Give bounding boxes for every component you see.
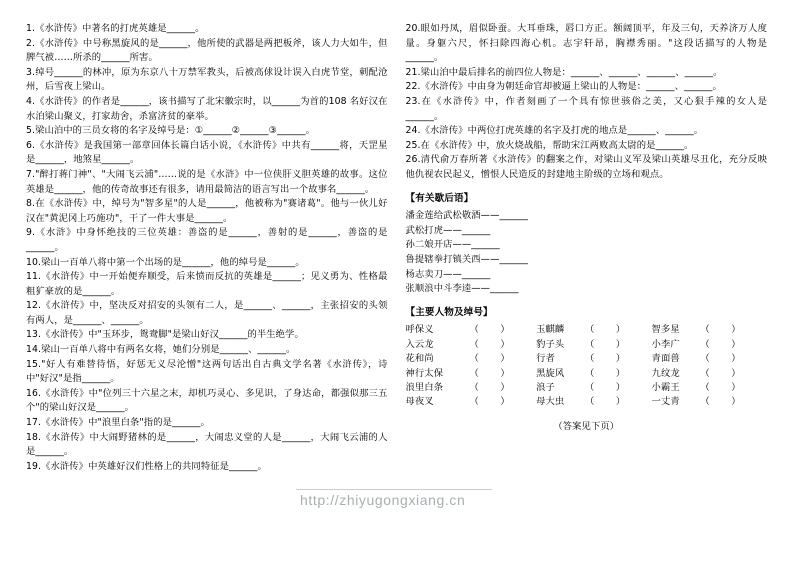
nickname: 母大虫: [536, 396, 565, 408]
answer-paren: （ ）: [700, 381, 742, 393]
question-item: 4.《水浒传》的作者是______，该书描写了北宋徽宗时，以______为首的108 名好汉在水泊梁山聚义，打家劫舍，杀富济贫的豪举。: [26, 95, 388, 122]
question-item: 6.《水浒传》是我国第一部章回体长篇白话小说，《水浒传》中共有______将，天罡星是______，地煞星______。: [26, 139, 388, 166]
question-item: 15."好人有难替待悟，好惩无义尽沦憎"这两句话出自古典文学名著《水浒传》，诗中"好汉"是指______。: [26, 358, 388, 385]
table-row: [406, 323, 768, 337]
question-item: 19.《水浒传》中英雄好汉们性格上的共同特征是______。: [26, 460, 267, 472]
answer-paren: （ ）: [469, 338, 511, 350]
xiehouyu-item: 孙二娘开店——______: [405, 239, 500, 251]
nickname: 黑旋风: [536, 367, 565, 379]
table-row: [406, 367, 768, 381]
question-item: 3.绰号______的林冲，原为东京八十万禁军教头，后被高俅设计误入白虎节堂，刺配沧州，后雪夜上梁山。: [26, 66, 388, 93]
answer-paren: （ ）: [469, 396, 511, 408]
question-item: 22.《水浒传》中由身为朝廷命官却被逼上梁山的人物是：______、______。: [405, 81, 722, 93]
table-row: [406, 352, 768, 366]
table-row: [406, 338, 768, 352]
question-item: 11.《水浒传》中一开始便弃顺受，后来愤而反抗的英雄是______；见义勇为、性格最粗犷豪放的是______。: [26, 271, 388, 297]
nickname: 神行太保: [405, 367, 444, 379]
question-item: 25.在《水浒传》中，放火烧战船，帮助宋江两败高太尉的是______。: [405, 139, 694, 151]
question-item: 17.《水浒传》中"浪里白条"指的是______。: [26, 417, 210, 429]
question-item: 16.《水浒传》中"位列三十六星之末，却机巧灵心、多见识，了身达命，都强似那三五个"的梁山好汉是______。: [26, 387, 388, 414]
question-item: 9.《水浒》中身怀绝技的三位英雄：善盗的是______，善射的是______，善盗的是______。: [26, 227, 388, 253]
character-nickname-table: [406, 323, 768, 409]
xiehouyu-item: 潘金莲给武松敬酒——______: [405, 210, 528, 222]
question-item: 7."醉打蒋门神"、"大闹飞云浦"……说的是《水浒》中一位侠肝义胆英雄的故事。这位英雄是______，他的传奇故事还有很多，请用最简洁的语言写出一个故事名______。: [26, 168, 388, 195]
watermark-text: http://zhiyugongxiang.cn: [300, 492, 466, 508]
nickname: 九纹龙: [651, 367, 680, 379]
question-item: 10.梁山一百单八将中第一个出场的是______，他的绰号是______。: [26, 256, 305, 268]
answer-note: （答案见下页）: [553, 420, 620, 432]
nickname: 一丈青: [651, 396, 680, 408]
nickname: 浪里白条: [405, 381, 444, 393]
nickname: 智多星: [651, 324, 680, 336]
xiehouyu-item: 杨志卖刀——______: [405, 268, 491, 280]
answer-paren: （ ）: [584, 353, 627, 365]
nickname: 浪子: [536, 381, 555, 393]
xiehouyu-item: 张顺浪中斗李逵——______: [405, 283, 519, 295]
answer-paren: （ ）: [700, 353, 742, 365]
section-title-xiehouyu: 【有关歇后语】: [405, 192, 474, 204]
table-row: [406, 395, 768, 409]
answer-paren: （ ）: [469, 324, 511, 336]
question-item: 18.《水浒传》中大闹野猪林的是______，大闹忠义堂的人是______，大闹飞云浦的人是______。: [26, 431, 388, 458]
right-column: [406, 22, 768, 444]
question-item: 5.梁山泊中的三员女将的名字及绰号是：①______②______③______。: [26, 125, 315, 137]
question-item: 13.《水浒传》中"玉环步，鸳鸯脚"是梁山好汉______的半生绝学。: [26, 329, 304, 341]
answer-paren: （ ）: [584, 324, 627, 336]
nickname: 入云龙: [405, 338, 434, 350]
question-item: 23.在《水浒传》中，作者刻画了一个具有惊世骇俗之美，又心狠手辣的女人是______。: [405, 95, 767, 122]
question-item: 1.《水浒传》中著名的打虎英雄是______。: [26, 23, 205, 34]
answer-paren: （ ）: [584, 367, 627, 379]
nickname: 玉麒麟: [536, 324, 565, 336]
nickname: 行者: [536, 353, 555, 365]
table-row: [406, 381, 768, 395]
answer-paren: （ ）: [469, 353, 511, 365]
question-item: 24.《水浒传》中两位打虎英雄的名字及打虎的地点是______、______。: [405, 125, 704, 137]
two-column-layout: [26, 22, 767, 474]
answer-paren: （ ）: [584, 381, 627, 393]
question-item: 8.在《水浒传》中，绰号为"智多星"的人是______，他被称为"赛诸葛"。他与一伙儿好汉在"黄泥冈上巧施功"，干了一件大事是______。: [26, 198, 388, 224]
nickname: 豹子头: [536, 338, 565, 350]
answer-paren: （ ）: [700, 396, 742, 408]
question-item: 26.清代俞万春所著《水浒传》的翻案之作，对梁山义军及梁山英雄尽丑化，充分反映他仇视农民起义，憎恨人民造反的封建地主阶级的立场和观点。: [405, 154, 767, 180]
answer-paren: （ ）: [700, 324, 742, 336]
answer-paren: （ ）: [700, 367, 742, 379]
nickname: 花和尚: [405, 353, 434, 365]
section-title-characters: 【主要人物及绰号】: [405, 306, 493, 318]
nickname: 呼保义: [405, 324, 434, 336]
answer-paren: （ ）: [469, 381, 511, 393]
nickname: 母夜叉: [405, 396, 434, 408]
answer-paren: （ ）: [469, 367, 511, 379]
nickname: 小霸王: [651, 381, 680, 393]
answer-paren: （ ）: [700, 338, 742, 350]
question-item: 14.梁山一百单八将中有两名女将，她们分别是______、______。: [26, 344, 296, 356]
answer-paren: （ ）: [584, 396, 627, 408]
question-item: 21.梁山泊中最后排名的前四位人物是：______、______、______、______。: [405, 66, 723, 78]
question-item: 12.《水浒传》中，坚决反对招安的头领有二人，是______、______，主张招安的头领有两人，是______、______。: [26, 300, 388, 326]
left-column: [26, 22, 388, 474]
nickname: 小李广: [651, 338, 680, 350]
question-item: 20.眼如丹凤，眉似卧蚕。大耳垂珠，唇口方正。额阔顶平，年及三旬，天养济万人度量。身躯六尺，怀扫除四海心机。志宇轩昂，胸襟秀丽。"这段话描写的人物是______。: [405, 23, 767, 64]
question-item: 2.《水浒传》中号称黑旋风的是______，他所使的武器是两把板斧，该人力大如牛，但脾气被……所杀的______所害。: [26, 37, 388, 64]
watermark-underline: [296, 489, 492, 490]
xiehouyu-item: 武松打虎——______: [405, 224, 491, 236]
xiehouyu-item: 鲁提辖拳打镇关西——______: [405, 253, 528, 265]
nickname: 青面兽: [651, 353, 680, 365]
answer-paren: （ ）: [584, 338, 627, 350]
